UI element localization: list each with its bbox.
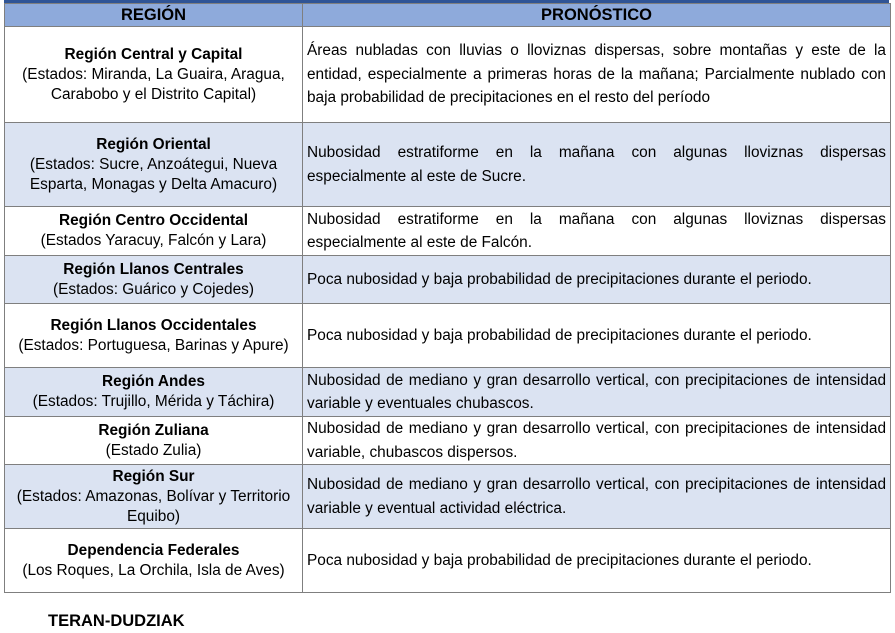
region-states: (Estados: Portuguesa, Barinas y Apure)	[18, 336, 289, 354]
forecast-cell: Poca nubosidad y baja probabilidad de precipitaciones durante el periodo.	[303, 256, 891, 304]
forecast-table	[4, 3, 891, 593]
forecast-cell: Áreas nubladas con lluvias o lloviznas dispersas, sobre montañas y este de la entidad, especialmente a primeras horas de la mañana; Parcialmente nublado con baja probabilidad de precipitaciones en el resto del período	[303, 27, 891, 123]
region-cell	[5, 529, 303, 593]
region-states: (Estados: Guárico y Cojedes)	[52, 280, 255, 298]
region-name: Región Central y Capital	[64, 45, 243, 63]
region-cell	[5, 417, 303, 465]
table-row	[5, 27, 891, 123]
table-row	[5, 368, 891, 417]
table-row	[5, 256, 891, 304]
region-name: Región Zuliana	[98, 421, 209, 439]
region-name: Región Oriental	[96, 135, 211, 153]
region-cell	[5, 304, 303, 368]
region-cell	[5, 256, 303, 304]
region-states: (Estados: Miranda, La Guaira, Aragua, Carabobo y el Distrito Capital)	[22, 65, 285, 103]
table-row	[5, 304, 891, 368]
region-cell	[5, 123, 303, 207]
forecast-cell: Nubosidad de mediano y gran desarrollo vertical, con precipitaciones de intensidad variable y eventuales chubascos.	[303, 368, 891, 417]
forecast-cell: Nubosidad de mediano y gran desarrollo vertical, con precipitaciones de intensidad variable y eventual actividad eléctrica.	[303, 465, 891, 529]
region-states: (Los Roques, La Orchila, Isla de Aves)	[22, 561, 285, 579]
forecast-cell: Poca nubosidad y baja probabilidad de precipitaciones durante el periodo.	[303, 304, 891, 368]
region-states: (Estado Zulia)	[105, 441, 202, 459]
region-cell	[5, 27, 303, 123]
forecast-cell: Nubosidad estratiforme en la mañana con algunas lloviznas dispersas especialmente al este de Sucre.	[303, 123, 891, 207]
column-header-region: REGIÓN	[5, 4, 303, 27]
region-name: Región Llanos Occidentales	[50, 316, 257, 334]
region-cell	[5, 207, 303, 256]
region-states: (Estados: Trujillo, Mérida y Táchira)	[32, 393, 275, 410]
table-row	[5, 123, 891, 207]
table-row	[5, 529, 891, 593]
region-name: Dependencia Federales	[67, 541, 240, 559]
region-name: Región Llanos Centrales	[63, 260, 244, 278]
table-row	[5, 207, 891, 256]
forecast-cell: Nubosidad estratiforme en la mañana con algunas lloviznas dispersas especialmente al este de Falcón.	[303, 207, 891, 256]
region-cell	[5, 368, 303, 417]
region-states: (Estados: Sucre, Anzoátegui, Nueva Esparta, Monagas y Delta Amacuro)	[29, 155, 278, 193]
region-name: Región Sur	[112, 467, 195, 485]
region-states: (Estados Yaracuy, Falcón y Lara)	[40, 232, 267, 249]
forecast-cell: Nubosidad de mediano y gran desarrollo vertical, con precipitaciones de intensidad variable, chubascos dispersos.	[303, 417, 891, 465]
table-row	[5, 417, 891, 465]
forecast-cell: Poca nubosidad y baja probabilidad de precipitaciones durante el periodo.	[303, 529, 891, 593]
region-cell	[5, 465, 303, 529]
table-row	[5, 465, 891, 529]
region-name: Región Andes	[102, 373, 205, 390]
table-header-row	[5, 4, 891, 27]
region-states: (Estados: Amazonas, Bolívar y Territorio Equibo)	[16, 487, 291, 525]
author-name: TERAN-DUDZIAK	[48, 612, 185, 630]
region-name: Región Centro Occidental	[59, 212, 248, 229]
column-header-forecast: PRONÓSTICO	[303, 4, 891, 27]
